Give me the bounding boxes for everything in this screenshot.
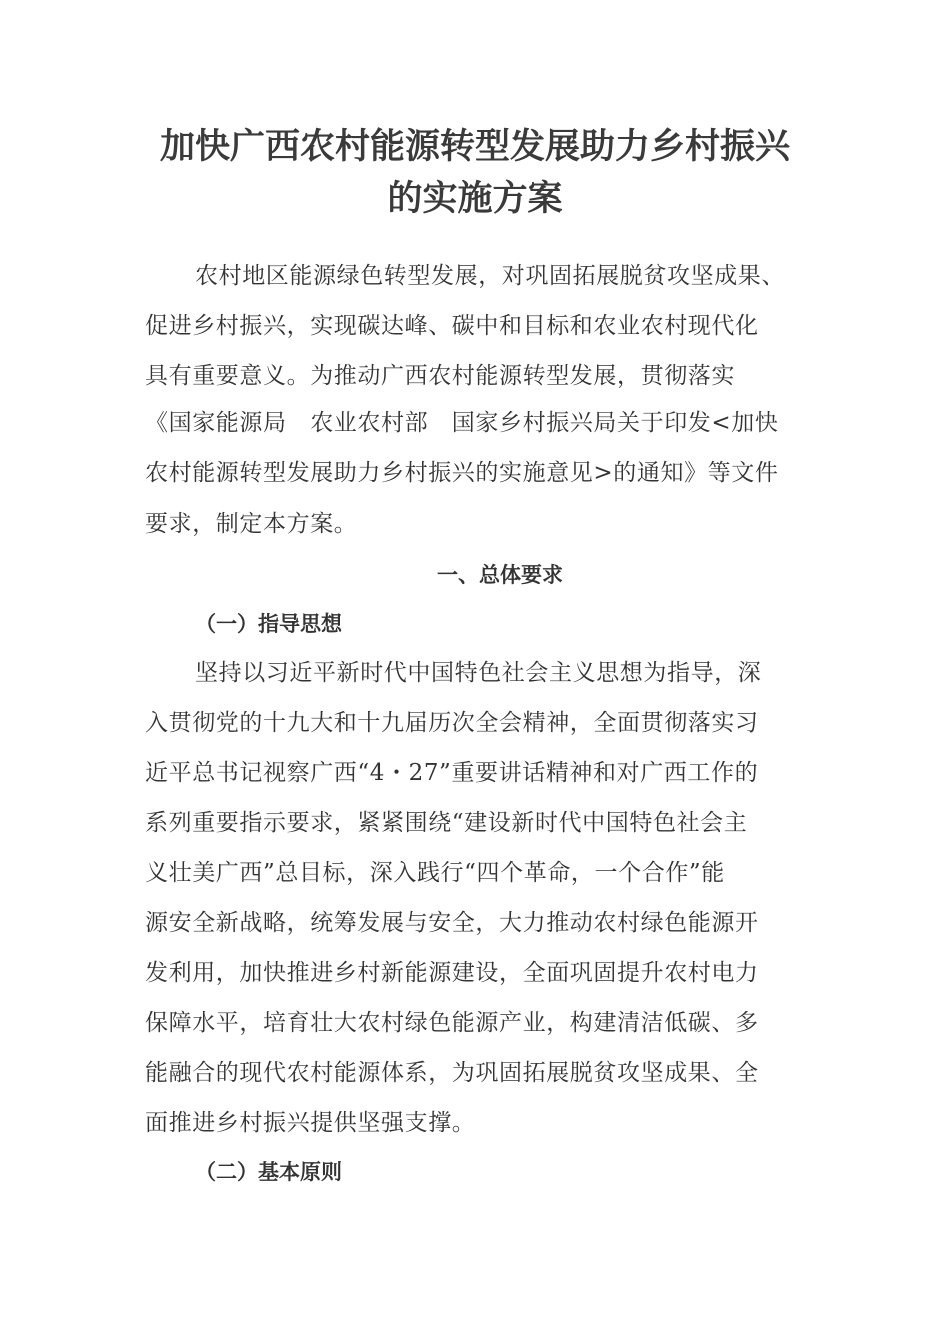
guiding-ideology-line: 义壮美广西”总目标，深入践行“四个革命，一个合作”能 <box>145 860 725 886</box>
intro-paragraph-line: 《国家能源局 农业农村部 国家乡村振兴局关于印发<加快 <box>145 410 779 436</box>
guiding-ideology-line: 坚持以习近平新时代中国特色社会主义思想为指导，深 <box>195 660 762 686</box>
guiding-ideology-line: 系列重要指示要求，紧紧围绕“建设新时代中国特色社会主 <box>145 810 748 836</box>
section-heading-general-requirements: 一、总体要求 <box>437 563 563 587</box>
guiding-ideology-line: 发利用，加快推进乡村新能源建设，全面巩固提升农村电力 <box>145 960 759 986</box>
intro-paragraph-line: 农村能源转型发展助力乡村振兴的实施意见>的通知》等文件 <box>145 460 779 486</box>
guiding-ideology-line: 面推进乡村振兴提供坚强支撑。 <box>145 1110 476 1136</box>
subsection-heading-guiding-ideology: （一）指导思想 <box>195 612 342 636</box>
guiding-ideology-line: 保障水平，培育壮大农村绿色能源产业，构建清洁低碳、多 <box>145 1010 759 1036</box>
intro-paragraph-line: 具有重要意义。为推动广西农村能源转型发展，贯彻落实 <box>145 363 735 389</box>
intro-paragraph-line: 农村地区能源绿色转型发展，对巩固拓展脱贫攻坚成果、 <box>195 263 785 289</box>
document-title-line-1: 加快广西农村能源转型发展助力乡村振兴 <box>159 126 790 167</box>
intro-paragraph-line: 促进乡村振兴，实现碳达峰、碳中和目标和农业农村现代化 <box>145 313 759 339</box>
guiding-ideology-line: 入贯彻党的十九大和十九届历次全会精神，全面贯彻落实习 <box>145 710 759 736</box>
subsection-heading-basic-principles: （二）基本原则 <box>195 1160 342 1184</box>
document-title-line-2: 的实施方案 <box>387 178 563 219</box>
guiding-ideology-line: 能融合的现代农村能源体系，为巩固拓展脱贫攻坚成果、全 <box>145 1060 759 1086</box>
intro-paragraph-line: 要求，制定本方案。 <box>145 511 358 537</box>
guiding-ideology-line: 近平总书记视察广西“4・27”重要讲话精神和对广西工作的 <box>145 760 759 786</box>
guiding-ideology-line: 源安全新战略，统筹发展与安全，大力推动农村绿色能源开 <box>145 910 759 936</box>
